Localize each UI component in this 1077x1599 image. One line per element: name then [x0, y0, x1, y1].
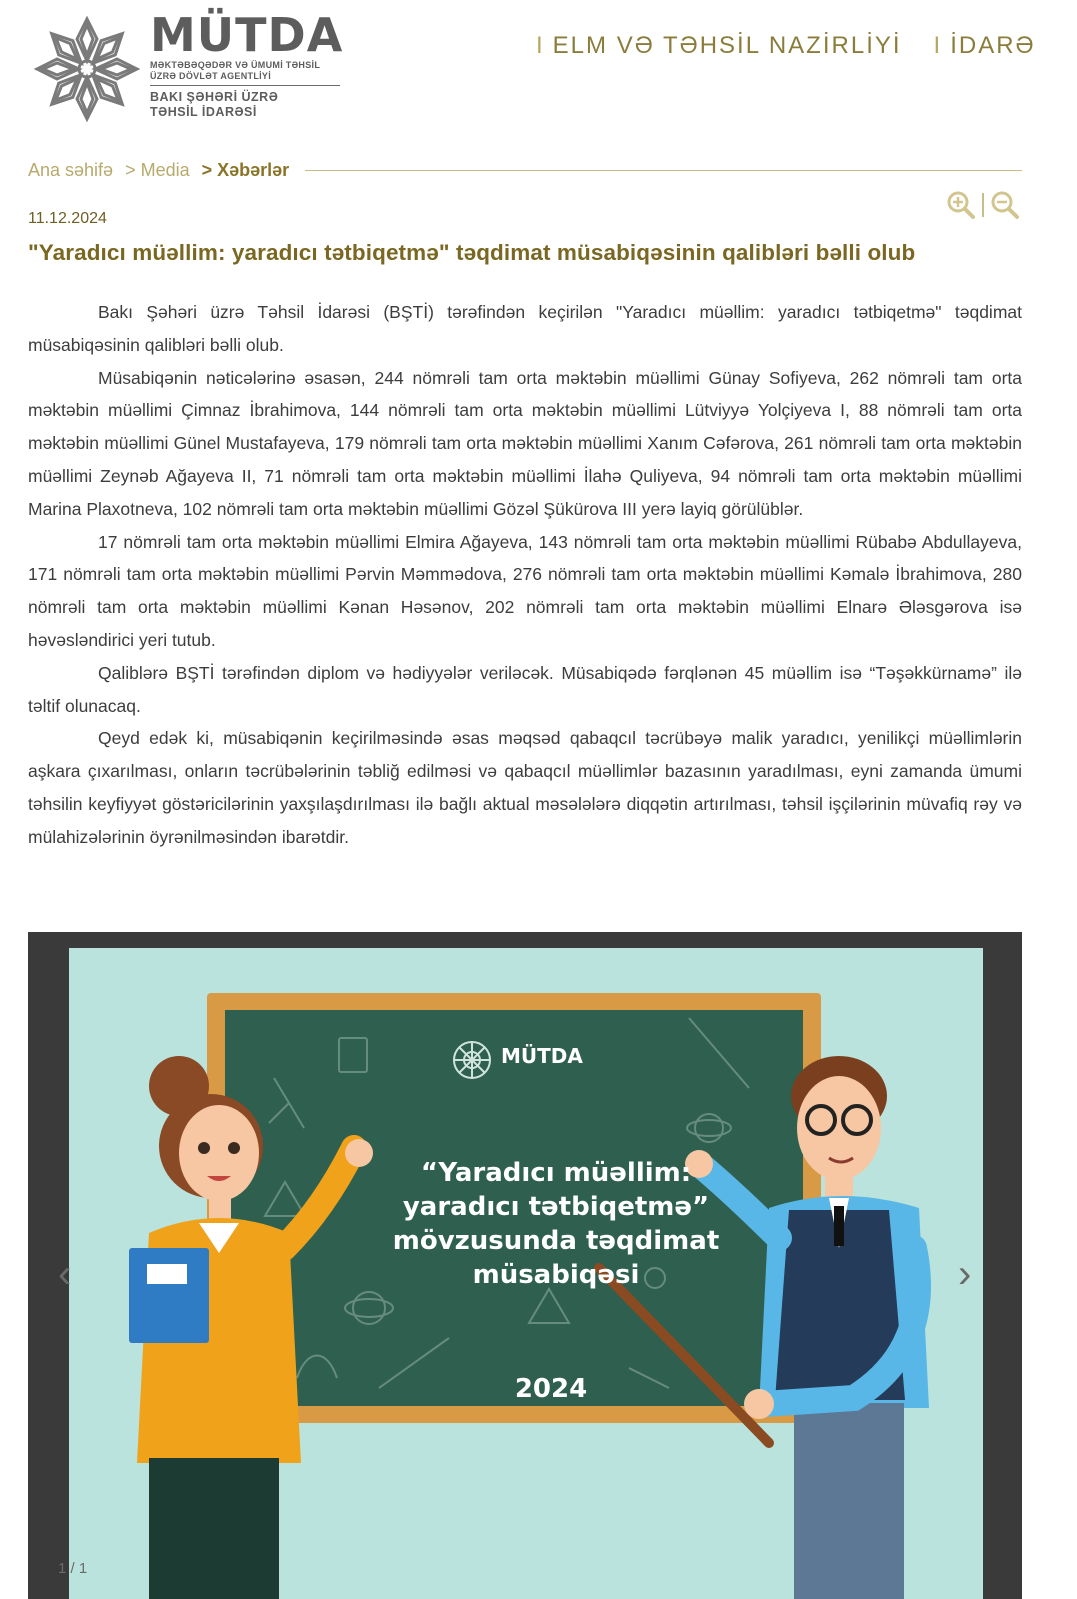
- logo-text[interactable]: [150, 10, 350, 120]
- zoom-in-icon[interactable]: [946, 190, 976, 220]
- nav-ministry[interactable]: I ELM VƏ TƏHSİL NAZİRLİYİ: [536, 32, 902, 60]
- article-body: [28, 296, 1022, 854]
- board-logo-title: MÜTDA: [501, 1044, 583, 1068]
- logo-emblem-icon[interactable]: [32, 14, 142, 124]
- article-paragraph: Bakı Şəhəri üzrə Təhsil İdarəsi (BŞTİ) tərəfindən keçirilən "Yaradıcı müəllim: yaradıcı tətbiqetmə" təqdimat müsabiqəsinin qalibləri bəlli olub.: [28, 302, 1022, 355]
- logo-title: MÜTDA: [150, 8, 344, 62]
- zoom-out-icon[interactable]: [990, 190, 1020, 220]
- article-paragraph: Müsabiqənin nəticələrinə əsasən, 244 nömrəli tam orta məktəbin müəllimi Günay Sofiyeva, 262 nömrəli tam orta məktəbin müəllimi Çimnaz İbrahimova, 144 nömrəli tam orta məktəbin müəllimi Lütviyyə Yolçiyeva I, 88 nömrəli tam orta məktəbin müəllimi Günel Mustafayeva, 179 nömrəli tam orta məktəbin müəllimi Xanım Cəfərova, 261 nömrəli tam orta məktəbin müəllimi Zeynəb Ağayeva II, 71 nömrəli tam orta məktəbin müəllimi İlahə Quliyeva, 94 nömrəli tam orta məktəbin müəllimi Marina Plaxotneva, 102 nömrəli tam orta məktəbin müəllimi Gözəl Şükürova III yerə layiq görülüblər.: [28, 367, 1022, 519]
- logo-subtitle-line1: MƏKTƏBƏQƏDƏR VƏ ÜMUMİ TƏHSİL: [150, 60, 321, 70]
- logo-divider: [150, 85, 340, 86]
- article-title: "Yaradıcı müəllim: yaradıcı tətbiqetmə" təqdimat müsabiqəsinin qalibləri bəlli olub: [28, 240, 916, 265]
- chevron-left-icon[interactable]: ‹: [58, 1252, 72, 1296]
- board-title-line: “Yaradıcı müəllim:: [420, 1158, 692, 1188]
- top-navigation: [536, 32, 1068, 60]
- slide-counter: 1 / 1: [58, 1560, 88, 1577]
- article-date: 11.12.2024: [28, 210, 107, 227]
- breadcrumb-news: > Xəbərlər: [201, 160, 290, 180]
- logo-office-line2: TƏHSİL İDARƏSİ: [150, 105, 257, 119]
- board-title: [391, 1156, 721, 1292]
- article-paragraph: Qaliblərə BŞTİ tərəfindən diplom və hədiyyələr veriləcək. Müsabiqədə fərqlənən 45 müəllim isə “Təşəkkürnamə” ilə təltif olunacaq.: [28, 662, 1022, 716]
- nav-office[interactable]: I İDARƏ: [934, 32, 1036, 60]
- board-title-line: mövzusunda təqdimat: [392, 1226, 720, 1256]
- logo-office-line1: BAKI ŞƏHƏRİ ÜZRƏ: [150, 90, 279, 104]
- slide-image: [69, 948, 983, 1599]
- board-year: 2024: [514, 1374, 588, 1404]
- article-paragraph: Qeyd edək ki, müsabiqənin keçirilməsində əsas məqsəd qabaqcıl təcrübəyə malik yaradıcı, yenilikçi müəllimlərin aşkara çıxarılması, onların təcrübələrinin təbliğ edilməsi və qabaqcıl müəllimlər bazasının yaradılması, eyni zamanda ümumi təhsilin keyfiyyət göstəricilərinin yaxşılaşdırılması ilə bağlı aktual məsələlərə diqqətin artırılması, təhsil işçilərinin müvafiq rəy və mülahizələrinin öyrənilməsindən ibarətdir.: [28, 728, 1022, 847]
- image-slider[interactable]: [28, 932, 1022, 1599]
- board-title-line: yaradıcı tətbiqetmə”: [402, 1192, 710, 1222]
- article-paragraph: 17 nömrəli tam orta məktəbin müəllimi Elmira Ağayeva, 143 nömrəli tam orta məktəbin müəllimi Rübabə Abdullayeva, 171 nömrəli tam orta məktəbin müəllimi Pərvin Məmmədova, 276 nömrəli tam orta məktəbin müəllimi Kəmalə İbrahimova, 280 nömrəli tam orta məktəbin müəllimi Kənan Həsənov, 202 nömrəli tam orta məktəbin müəllimi Elnarə Ələsgərova isə həvəsləndirici yeri tutub.: [28, 531, 1022, 650]
- logo-subtitle-line2: ÜZRƏ DÖVLƏT AGENTLİYİ: [150, 71, 272, 81]
- breadcrumb: [28, 160, 1022, 181]
- breadcrumb-home[interactable]: Ana səhifə: [28, 160, 114, 180]
- breadcrumb-media[interactable]: > Media: [125, 160, 190, 180]
- chevron-right-icon[interactable]: ›: [958, 1252, 972, 1296]
- zoom-controls: [946, 190, 1020, 220]
- board-title-line: müsabiqəsi: [472, 1260, 640, 1290]
- breadcrumb-divider: [305, 170, 1022, 171]
- zoom-separator: [982, 193, 984, 217]
